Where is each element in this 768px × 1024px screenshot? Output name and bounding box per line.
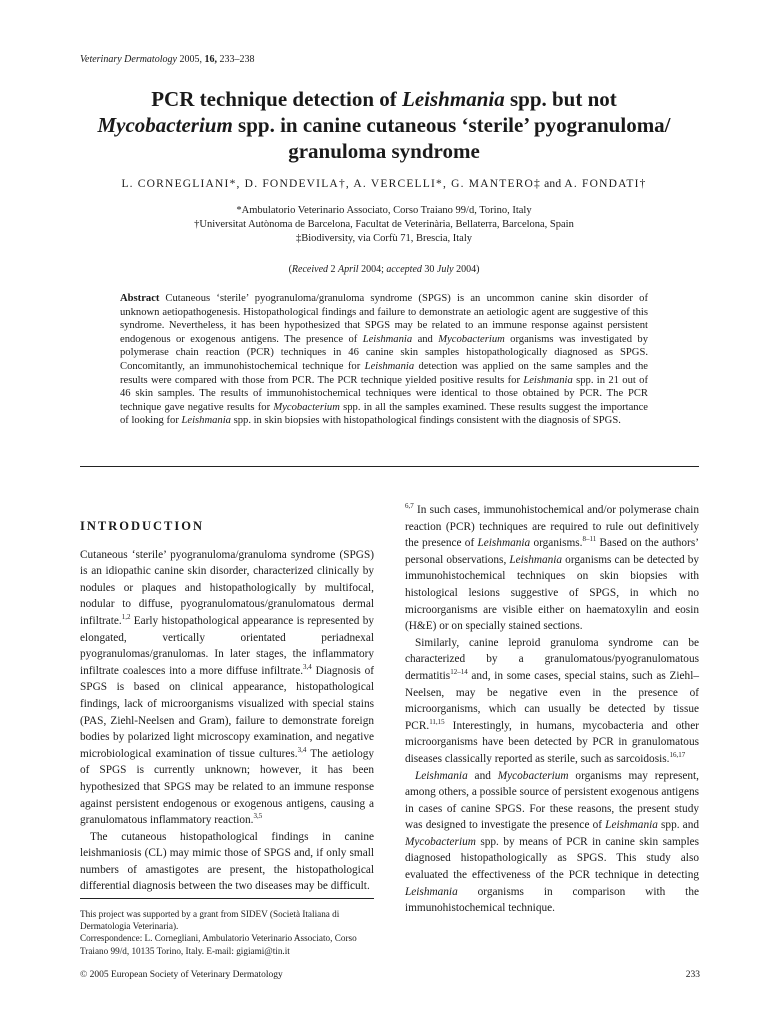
paragraph: Leishmania and Mycobacterium organisms may represent, among others, a possible source of persistent exogenous antigens in cases of canine SPGS. For these reasons, the present study was designed to investigate the presence of Leishmania spp. and Mycobacterium spp. by means of PCR in canine skin samples diagnosed histopathologically as SPGS. This study also evaluated the effectiveness of the PCR technique in detecting Leishmania organisms in comparison with the immunohistochemical technique.	[405, 769, 699, 915]
footnote-correspondence: Correspondence: L. Cornegliani, Ambulatorio Veterinario Associato, Corso Traiano 99/d, 10135 Torino, Italy. E-mail: gigiami@tin.it	[80, 933, 357, 956]
affiliation: ‡Biodiversity, via Corfù 71, Brescia, Italy	[295, 233, 473, 244]
affiliation: †Universitat Autònoma de Barcelona, Facultat de Veterinària, Bellaterra, Barcelona, Spain	[194, 219, 574, 230]
paper-title: PCR technique detection of Leishmania spp. but not Mycobacterium spp. in canine cutaneous ‘sterile’ pyogranuloma/ granuloma syndrome	[97, 87, 671, 163]
footnote-divider	[80, 898, 374, 899]
affiliation: *Ambulatorio Veterinario Associato, Corso Traiano 99/d, Torino, Italy	[236, 205, 532, 216]
journal-year: 2005,	[179, 54, 202, 65]
footnote	[80, 908, 374, 957]
abstract: Abstract Cutaneous ‘sterile’ pyogranuloma/granuloma syndrome (SPGS) is an uncommon canine skin disorder of unknown aetiopathogenesis. Histopathological findings and failure to demonstrate an aetiologic agent are suggestive of this syndrome. Nevertheless, it has been hypothesized that SPGS may be related to an immune response against persistent endogenous or exogenous antigens. The presence of Leishmania and Mycobacterium organisms was investigated by polymerase chain reaction (PCR) techniques in 46 canine skin samples histopathologically diagnosed as SPGS. Concomitantly, an immunohistochemical technique for Leishmania detection was applied on the same samples and the results were compared with those from PCR. The PCR technique yielded positive results for Leishmania spp. in 21 out of 46 skin samples. The results of immunohistochemical techniques were identical to those obtained by PCR. The PCR technique gave negative results for Mycobacterium spp. in all the samples examined. These results suggest the importance of looking for Leishmania spp. in skin biopsies with histopathological findings consistent with the diagnosis of SPGS.	[120, 293, 649, 427]
journal-volume: 16,	[204, 54, 217, 65]
abstract-divider	[80, 466, 699, 467]
page-number: 233	[685, 970, 700, 980]
paragraph: $^{6,7}$ In such cases, immunohistochemical and/or polymerase chain reaction (PCR) techniques are required to rule out definitively the presence of Leishmania organisms.$^{8-11}$ Based on the authors’ personal observations, Leishmania organisms can be detected by immunohistochemical techniques on skin biopsies with histological lesions suggestive of SPGS, in which no microorganisms are visible either on haematoxylin and eosin (H&E) or on specially stained sections.	[405, 502, 699, 633]
paragraph: Similarly, canine leproid granuloma syndrome can be characterized by a granulomatous/pyogranulomatous dermatitis$^{12-14}$ and, in some cases, special stains, such as Ziehl–Neelsen, may be negative even in the presence of microorganisms, which can usually be detected by tissue PCR.$^{11,15}$ Interestingly, in humans, mycobacteria and other microorganisms have been detected by PCR in granulomatous diseases classically reported as sterile, such as sarcoidosis.$^{16,17}$	[405, 636, 699, 765]
received-dates: (Received 2 April 2004; accepted 30 July 2004)	[288, 264, 480, 275]
column-right	[405, 502, 699, 917]
column-left	[80, 518, 374, 895]
journal-pages: 233–238	[219, 54, 255, 65]
paragraph: Cutaneous ‘sterile’ pyogranuloma/granuloma syndrome (SPGS) is an idiopathic canine skin disorder, characterized clinically by nodules or plaques and histopathologically by multifocal, nodular to diffuse, pyogranulomatous/granulomatous dermal infiltrate.$^{1,2}$ Early histopathological appearance is represented by elongated, vertically orientated periadnexal pyogranulomas/granulomas. In later stages, the inflammatory infiltrate coalesces into a more diffuse infiltrate.$^{3,4}$ Diagnosis of SPGS is based on clinical appearance, histopathological findings, lack of microorganisms visualized with special stains (PAS, Ziehl-Neelsen and Gram), failure to demonstrate foreign bodies by polarized light microscopy examination, and negative microbiological examination of tissue cultures.$^{3,4}$ The aetiology of SPGS is currently unknown; however, it has been hypothesized that SPGS may be related to an immune response against persistent endogenous or exogenous antigens, causing a granulomatous inflammatory reaction.$^{3,5}$	[80, 548, 375, 827]
journal-citation	[80, 54, 254, 65]
journal-name: Veterinary Dermatology	[80, 54, 177, 65]
paragraph: The cutaneous histopathological findings in canine leishmaniosis (CL) may mimic those of SPGS and, if only small numbers of amastigotes are present, the histopathological differential diagnosis between the two diseases may be difficult.	[80, 830, 374, 893]
section-heading-introduction: INTRODUCTION	[80, 519, 205, 533]
abstract-label: Abstract	[120, 293, 160, 304]
affiliations	[80, 204, 688, 246]
copyright-notice: © 2005 European Society of Veterinary Dermatology	[80, 970, 283, 980]
author-list: L. CORNEGLIANI*, D. FONDEVILA†, A. VERCELLI*, G. MANTERO‡ and A. FONDATI†	[121, 178, 647, 190]
footnote-support: This project was supported by a grant from SIDEV (Società Italiana di Dermatologia Veterinaria).	[80, 909, 340, 932]
